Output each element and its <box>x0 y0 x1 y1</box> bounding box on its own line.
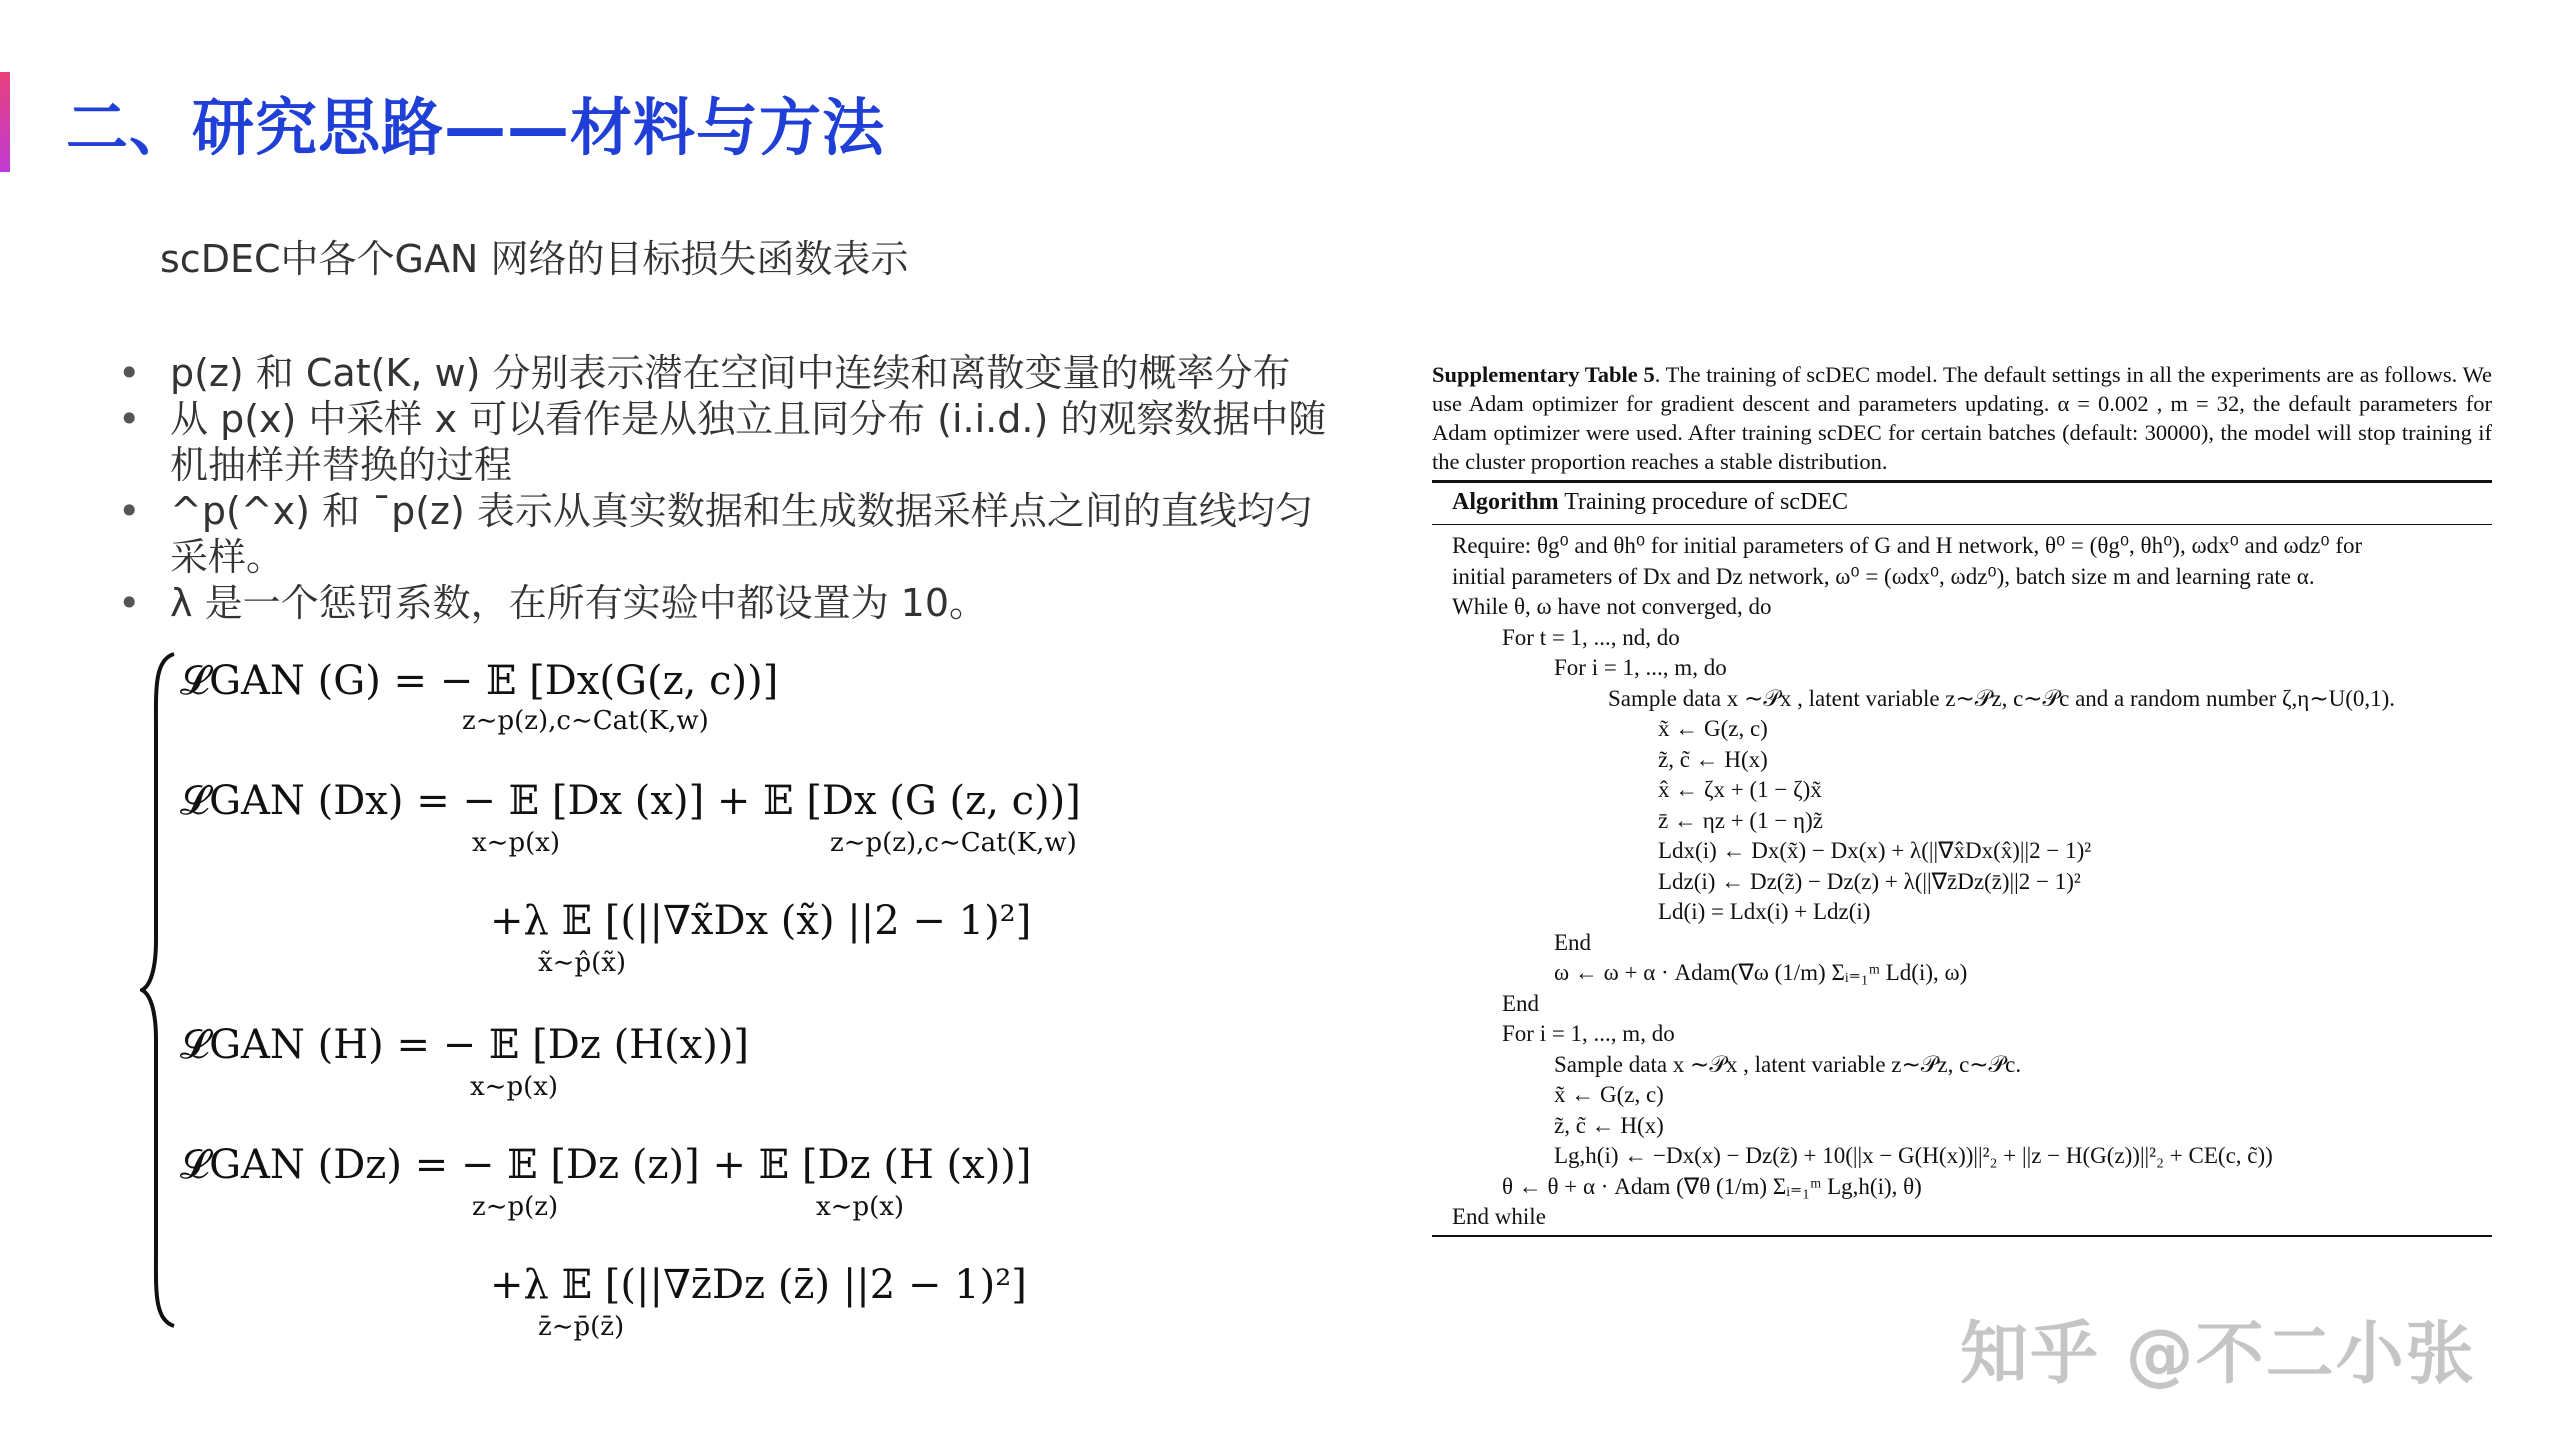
algorithm-line: z̃, c̃ ← H(x) <box>1554 1112 1664 1138</box>
algorithm-line: Sample data x ∼𝒫x , latent variable z∼𝒫z, c∼𝒫c. <box>1554 1051 2022 1077</box>
algorithm-line: z̃, c̃ ← H(x) <box>1658 746 1768 772</box>
algorithm-header: Algorithm Training procedure of scDEC <box>1432 483 2492 525</box>
loss-equations: 𝓛GAN (G) = − 𝔼 [Dx(G(z, c))] z∼p(z),c∼Cat(K,w) 𝓛GAN (Dx) = − 𝔼 [Dx (x)] + 𝔼 [Dx (G (z, c))] x∼p(x) z∼p(z),c∼Cat(K,w) +λ 𝔼 [(||∇x̃Dx (x̃) ||2 − 1)²] x̃∼p̂(x̃) 𝓛GAN (H) = − 𝔼 [Dz (H(x))] x∼p(x) 𝓛GAN (Dz) = − 𝔼 [Dz (z)] + 𝔼 [Dz (H (x))] z∼p(z) x∼p(x) +λ 𝔼 [(||∇z̄Dz (z̄) ||2 − 1)²] z̄∼p̄(z̄) <box>140 650 1360 1340</box>
bullet-list <box>118 350 1348 626</box>
algorithm-line: Sample data x ∼𝒫x , latent variable z∼𝒫z, c∼𝒫c and a random number ζ,η∼U(0,1). <box>1608 685 2396 711</box>
curly-brace-icon <box>140 650 180 1330</box>
bullet-item: • ^p(^x) 和 ¯p(z) 表示从真实数据和生成数据采样点之间的直线均匀采样。 <box>118 489 1313 579</box>
algorithm-line: For t = 1, ..., nd, do <box>1502 624 1680 650</box>
algorithm-line: For i = 1, ..., m, do <box>1554 655 1727 680</box>
algorithm-line: Lg,h(i) ← −Dx(x) − Dz(z̃) + 10(||x − G(H(x))||²₂ + ||z − H(G(z))||²₂ + CE(c, c̃)) <box>1554 1143 2273 1168</box>
algorithm-line: Ldz(i) ← Dz(z̃) − Dz(z) + λ(||∇z̄Dz(z̄)||2 − 1)² <box>1658 868 2081 894</box>
algorithm-line: Ld(i) = Ldx(i) + Ldz(i) <box>1658 899 1871 924</box>
algorithm-body <box>1432 525 2492 1233</box>
bullet-item: • p(z) 和 Cat(K, w) 分别表示潜在空间中连续和离散变量的概率分布 <box>118 351 1291 395</box>
title-accent-bar <box>0 72 10 172</box>
algorithm-line: Require: θg⁰ and θh⁰ for initial parameters of G and H network, θ⁰ = (θg⁰, θh⁰), ωdx⁰ and ωdz⁰ for <box>1452 533 2363 558</box>
algorithm-line: θ ← θ + α · Adam (∇θ (1/m) Σᵢ₌₁ᵐ Lg,h(i), θ) <box>1502 1173 1922 1199</box>
table-bottom-rule <box>1432 1235 2492 1237</box>
bullet-item: • λ 是一个惩罚系数，在所有实验中都设置为 10。 <box>118 581 988 625</box>
slide-title: 二、研究思路——材料与方法 <box>66 91 886 164</box>
supplementary-table <box>1432 360 2492 1237</box>
bullet-dot-icon: • <box>118 351 141 395</box>
algorithm-line: End <box>1502 990 1540 1016</box>
algorithm-line: x̂ ← ζx + (1 − ζ)x̃ <box>1658 777 1822 802</box>
algorithm-line: initial parameters of Dx and Dz network, ω⁰ = (ωdx⁰, ωdz⁰), batch size m and learning rate α. <box>1452 563 2315 589</box>
algorithm-line: For i = 1, ..., m, do <box>1502 1021 1675 1046</box>
algorithm-line: ω ← ω + α · Adam(∇ω (1/m) Σᵢ₌₁ᵐ Ld(i), ω) <box>1554 960 1968 985</box>
algorithm-line: End <box>1554 929 1592 955</box>
algorithm-line: Ldx(i) ← Dx(x̃) − Dx(x) + λ(||∇x̂Dx(x̂)||2 − 1)² <box>1658 838 2092 863</box>
algorithm-line: x̃ ← G(z, c) <box>1554 1082 1664 1107</box>
bullet-item: • 从 p(x) 中采样 x 可以看作是从独立且同分布 (i.i.d.) 的观察数据中随机抽样并替换的过程 <box>118 397 1327 487</box>
bullet-dot-icon: • <box>118 489 141 533</box>
bullet-dot-icon: • <box>118 581 141 625</box>
algorithm-line: End while <box>1452 1204 1546 1229</box>
section-subtitle: scDEC中各个GAN 网络的目标损失函数表示 <box>160 237 909 281</box>
supplementary-caption: Supplementary Table 5. The training of scDEC model. The default settings in all the experiments are as follows. We use Adam optimizer for gradient descent and parameters updating. α = 0.002 , m = 32, the default parameters for Adam optimizer were used. After training scDEC for certain batches (default: 30000), the model will stop training if the cluster proportion reaches a stable distribution. <box>1432 362 2492 474</box>
algorithm-line: z̄ ← ηz + (1 − η)z̃ <box>1658 807 1823 833</box>
bullet-dot-icon: • <box>118 397 141 441</box>
algorithm-line: x̃ ← G(z, c) <box>1658 716 1768 741</box>
algorithm-line: While θ, ω have not converged, do <box>1452 594 1772 619</box>
watermark: 知乎 @不二小张 <box>1960 1315 2476 1394</box>
